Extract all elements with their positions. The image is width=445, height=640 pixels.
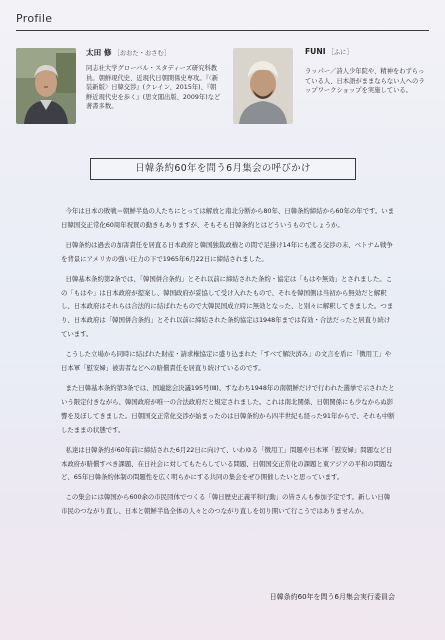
article-paragraph: 日韓基本条約第2条では、「韓国併合条約」とそれ以前に締結された条約・協定は「もはや無効」とされました。この「もはや」は日本政府が提案し、韓国政府が妥協して受け入れたもので、それを韓国側は当初から無効だと解釈し、日本政府はそれらは合法的に結ばれたもので大韓民国成立時に無効となった、と別々に解釈してきました。つまり、日本政府は「韓国併合条約」とそれ以前に締結された条約協定は1948年までは有効・合法だったと居直り続けています。: [61, 274, 394, 339]
signature: 日韓条約60年を問う6月集会実行委員会: [269, 593, 395, 601]
photo-ota: [16, 48, 76, 124]
person-name-ota: [86, 47, 170, 58]
article-paragraph: 今年は日本の敗戦＝朝鮮半島の人たちにとっては解放と南北分断から80年、日韓条約締結から60年の年です。いま日韓国交正常化60周年祝賀の動きもありますが、そもそも日韓条約とはどういうものでしょうか。: [61, 207, 395, 229]
photo-funi: [233, 48, 293, 124]
person-bio-funi: ラッパー／詩人少年院や、精神をわずらっている人、日本語がままならない人へのラップワークショップを実施している。: [305, 68, 425, 95]
article-paragraph: また日韓基本条約第3条では、国連総会決議195号(Ⅲ)、すなわち1948年の南朝鮮だけで行われた選挙で示されたという限定付きながら、韓国政府が唯一の合法政府だと規定されました。これは南北関係、日朝関係にも少なからぬ影響を及ぼしてきました。日朝国交正常化交渉が始まったのは日韓条約から四半世紀も経った91年からで、それも中断したままの状態です。: [61, 383, 395, 434]
article-paragraph: こうした立場から同時に結ばれた財産・請求権協定に盛り込まれた「すべて解決済み」の文言を盾に「徴用工」や日本軍「慰安婦」被害者などへの賠償責任を居直り続けているのです。: [61, 350, 392, 373]
person-name-funi: [305, 47, 353, 56]
article-title: 日韓条約60年を問う6月集会の呼びかけ: [90, 158, 356, 180]
profile-heading: Profile: [16, 12, 53, 25]
person-bio-ota: 同志社大学グローバル・スタディーズ研究科教員。朝鮮現代史、近現代日朝関係史専攻。『〈新装新版〉日韓交渉』(クレイン、2015年)、『朝鮮近現代史を歩く』(思文閣出版、2009年)など著書多数。: [86, 65, 221, 111]
person-ruby-ota: ［おおた・おさむ］: [113, 50, 171, 57]
article-paragraph: この集会には韓国から600余の市民団体でつくる「韓日歴史正義平和行動」の皆さんも参加予定です。新しい日韓市民のつながり直し、日本と朝鮮半島全体の人々とのつながり直しを切り開いて行こうではありませんか。: [61, 493, 391, 516]
person-name-funi-text: FUNI: [305, 47, 326, 56]
person-name-ota-text: 太田 修: [86, 48, 112, 57]
article-paragraph: 私達は日韓条約が60年前に締結された6月22日に向けて、いわゆる「徴用工」問題や日本軍「慰安婦」問題など日本政府が賠償すべき課題、在日社会に対してもたらしている問題、日朝国交正常化の課題と東アジアの平和の問題など、65年日韓条約体制の問題性を広く明らかにする共同の集会をぜひ開催したいと思っています。: [61, 445, 393, 482]
article-paragraph: 日韓条約は過去の加害責任を居直る日本政府と韓国独裁政権との間で足掛け14年にも渡る交渉の末、ベトナム戦争を背景にアメリカの強い圧力の下で1965年6月22日に締結されました。: [61, 240, 393, 263]
profile-divider: [16, 30, 429, 31]
person-ruby-funi: ［ふに］: [327, 49, 353, 56]
article-body: [61, 205, 395, 525]
